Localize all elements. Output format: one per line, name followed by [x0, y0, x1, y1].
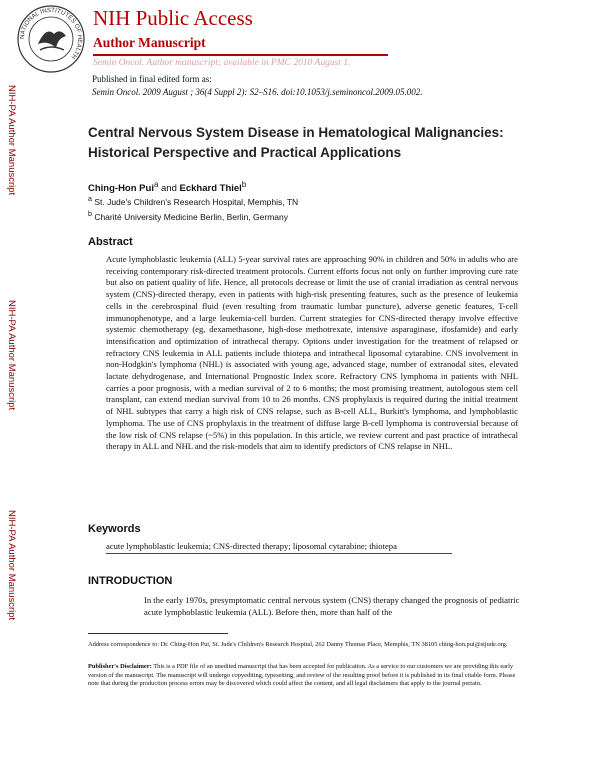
published-label: Published in final edited form as: [92, 74, 212, 84]
introduction-text: In the early 1970s, presymptomatic central nervous system (CNS) therapy changed the prognosis of pediatric acute lymphoblastic leukemia (ALL). Before then, more than half of the [144, 595, 520, 617]
sidebar-label-3: NIH-PA Author Manuscript [6, 510, 17, 621]
footnote-rule [88, 633, 228, 634]
keywords-rule [106, 553, 452, 554]
nih-logo [16, 4, 86, 74]
logo-ring-text: NATIONAL INSTITUTES OF HEALTH [18, 6, 84, 61]
abstract-text: Acute lymphoblastic leukemia (ALL) 5-year survival rates are approaching 90% in children and 50% in adults who are receiving contemporary risk-directed treatment protocols. Current efforts focus not only on further improving cure rate but also on patient quality of life. Hence, all protocols decrease or limit the use of cranial irradiation as central nervous system (CNS)-directed therapy, even in patients with high-risk presenting features, such as the presence of leukemia cells in the cerebrospinal fluid (even resulting from traumatic lumbar puncture), adverse genetic features, T-cell immunophenotype, and a large leukemia-cell burden. Current strategies for CNS-directed therapy involve effective systemic chemotherapy (eg, dexamethasone, high-dose methotrexate, intensive asparaginase, ifosfamide) and early intensification and optimization of intrathecal therapy. Options under investigation for the treatment of relapsed or refractory CNS leukemia in ALL patients include thiotepa and intrathecal liposomal cytarabine. CNS involvement in non-Hodgkin's lymphoma (NHL) is associated with young age, advanced stage, number of extranodal sites, elevated lactate dehydrogenase, and International Prognostic Index score. Refractory CNS lymphoma in patients with NHL carries a poor prognosis, with a median survival of 2 to 6 months; the most promising treatment, autologous stem cell transplant, can extend median survival from 10 to 26 months. CNS prophylaxis is required during the initial treatment of NHL subtypes that carry a high risk of CNS relapse, such as B-cell ALL, Burkitt's lymphoma, and lymphoblastic lymphoma. The use of CNS prophylaxis in the treatment of diffuse large B-cell lymphoma is controversial because of the low risk of CNS relapse (~5%) in this population. In this article, we review current and past practice of intrathecal therapy in ALL and NHL and the risk-models that aim to identify predictors of CNS relapse in NHL. [106, 254, 518, 452]
citation-text: Semin Oncol. 2009 August ; 36(4 Suppl 2): S2–S16. doi:10.1053/j.seminoncol.2009.05.002. [92, 87, 423, 97]
disclaimer-text: This is a PDF file of an unedited manuscript that has been accepted for publication. As a service to our customers we are providing this early version of the manuscript. The manuscript will undergo copyediting, typesetting, and review of the resulting proof before it is published in its final citable form. Please note that during the production process errors may be discovered which could affect the content, and all legal disclaimers that apply to the journal pertain. [88, 663, 516, 688]
disclaimer-footnote [88, 663, 518, 689]
authors [88, 180, 246, 194]
introduction-heading: INTRODUCTION [88, 575, 173, 587]
article-title: Central Nervous System Disease in Hematological Malignancies: Historical Perspective and Practical Applications [88, 125, 504, 160]
header-rule [93, 54, 388, 56]
citation [92, 87, 423, 97]
header-title: NIH Public Access [93, 6, 253, 30]
author-conjunction: and [161, 183, 177, 195]
author-1-sup: a [153, 180, 159, 189]
header-subtitle: Author Manuscript [93, 35, 206, 50]
correspondence-footnote: Address correspondence to: Dr. Ching-Hon Pui, St. Jude's Children's Research Hospital, 262 Danny Thomas Place, Memphis, TN 38105 ching-hon.pui@stjude.org. [88, 641, 508, 648]
affiliation-a [88, 195, 298, 207]
author-1: Ching-Hon Pui [88, 183, 154, 195]
sidebar-label-2: NIH-PA Author Manuscript [6, 300, 17, 411]
affiliation-b-sup: b [88, 210, 92, 218]
keywords-text: acute lymphoblastic leukemia; CNS-directed therapy; liposomal cytarabine; thiotepa [106, 541, 397, 551]
abstract-heading: Abstract [88, 236, 133, 248]
keywords-heading: Keywords [88, 523, 141, 535]
author-2-sup: b [241, 180, 247, 189]
affiliation-b-text: Charité University Medicine Berlin, Berlin, Germany [94, 211, 288, 222]
author-2: Eckhard Thiel [179, 183, 242, 195]
affiliation-a-sup: a [88, 195, 92, 203]
affiliation-b [88, 210, 288, 222]
sidebar-label-1: NIH-PA Author Manuscript [6, 85, 17, 196]
availability-note: Semin Oncol. Author manuscript; available in PMC 2010 August 1. [93, 58, 351, 68]
disclaimer-label: Publisher's Disclaimer: [88, 663, 152, 670]
affiliation-a-text: St. Jude's Children's Research Hospital, Memphis, TN [94, 196, 299, 207]
